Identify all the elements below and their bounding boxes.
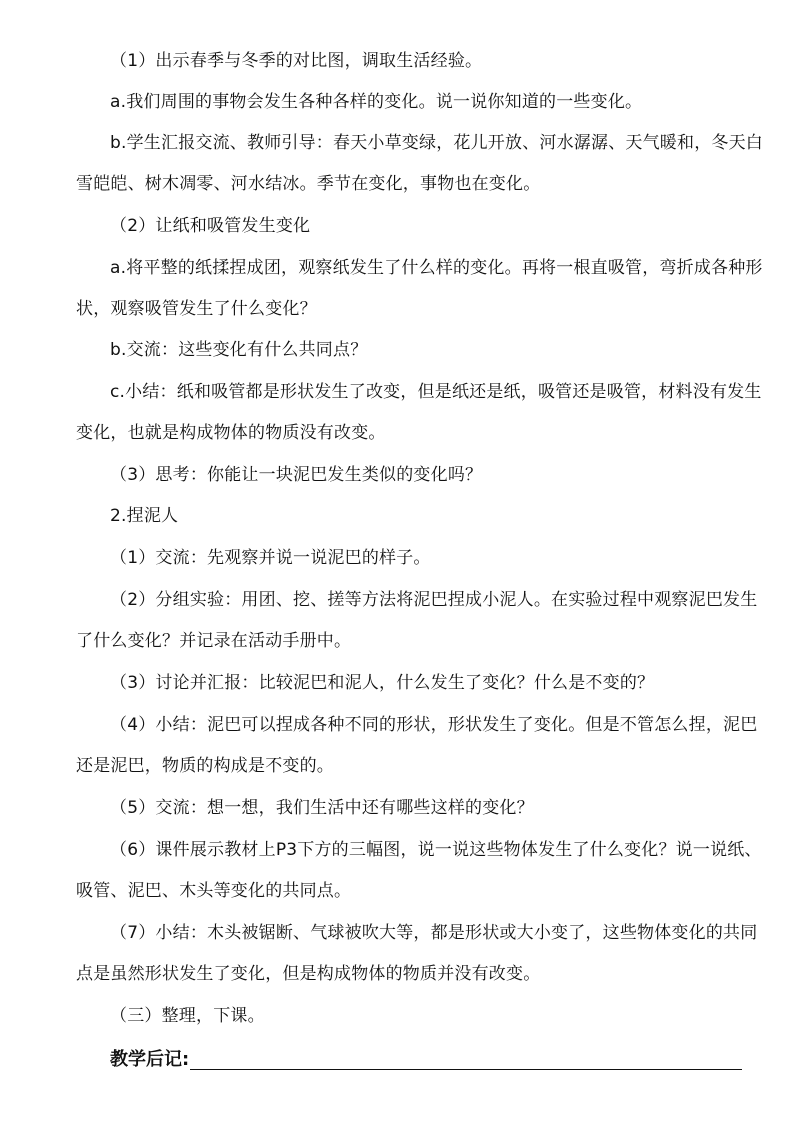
paragraph-12: （3）讨论并汇报：比较泥巴和泥人，什么发生了变化？什么是不变的？	[110, 673, 655, 693]
paragraph-11: （2）分组实验：用团、挖、搓等方法将泥巴捏成小泥人。在实验过程中观察泥巴发生了什么变化？并记录在活动手册中。	[76, 590, 758, 651]
paragraph-4: （2）让纸和吸管发生变化	[110, 216, 311, 236]
paragraph-14: （5）交流：想一想，我们生活中还有哪些这样的变化？	[110, 798, 534, 818]
paragraph-1: （1）出示春季与冬季的对比图，调取生活经验。	[110, 51, 483, 71]
paragraph-10: （1）交流：先观察并说一说泥巴的样子。	[110, 548, 431, 568]
paragraph-16: （7）小结：木头被锯断、气球被吹大等，都是形状或大小变了，这些物体变化的共同点是虽然形状发生了变化，但是构成物体的物质并没有改变。	[76, 923, 758, 984]
paragraph-2: a.我们周围的事物会发生各种各样的变化。说一说你知道的一些变化。	[110, 92, 643, 112]
paragraph-6: b.交流：这些变化有什么共同点？	[110, 340, 368, 360]
paragraph-9: 2.捏泥人	[110, 506, 179, 526]
paragraph-8: （3）思考：你能让一块泥巴发生类似的变化吗？	[110, 465, 483, 485]
paragraph-15: （6）课件展示教材上P3下方的三幅图，说一说这些物体发生了什么变化？说一说纸、吸管、泥巴、木头等变化的共同点。	[76, 840, 762, 901]
paragraph-7: c.小结：纸和吸管都是形状发生了改变，但是纸还是纸，吸管还是吸管，材料没有发生变化，也就是构成物体的物质没有改变。	[76, 382, 762, 443]
teaching-notes-label: 教学后记:	[110, 1049, 190, 1070]
paragraph-17: （三）整理，下课。	[110, 1006, 265, 1026]
paragraph-5: a.将平整的纸揉捏成团，观察纸发生了什么样的变化。再将一根直吸管，弯折成各种形状，观察吸管发生了什么变化？	[76, 258, 763, 319]
paragraph-13: （4）小结：泥巴可以捏成各种不同的形状，形状发生了变化。但是不管怎么捏，泥巴还是泥巴，物质的构成是不变的。	[76, 715, 758, 776]
teaching-notes-underline	[190, 1069, 742, 1070]
paragraph-3: b.学生汇报交流、教师引导：春天小草变绿，花儿开放、河水潺潺、天气暖和，冬天白雪皑皑、树木凋零、河水结冰。季节在变化，事物也在变化。	[76, 133, 763, 194]
